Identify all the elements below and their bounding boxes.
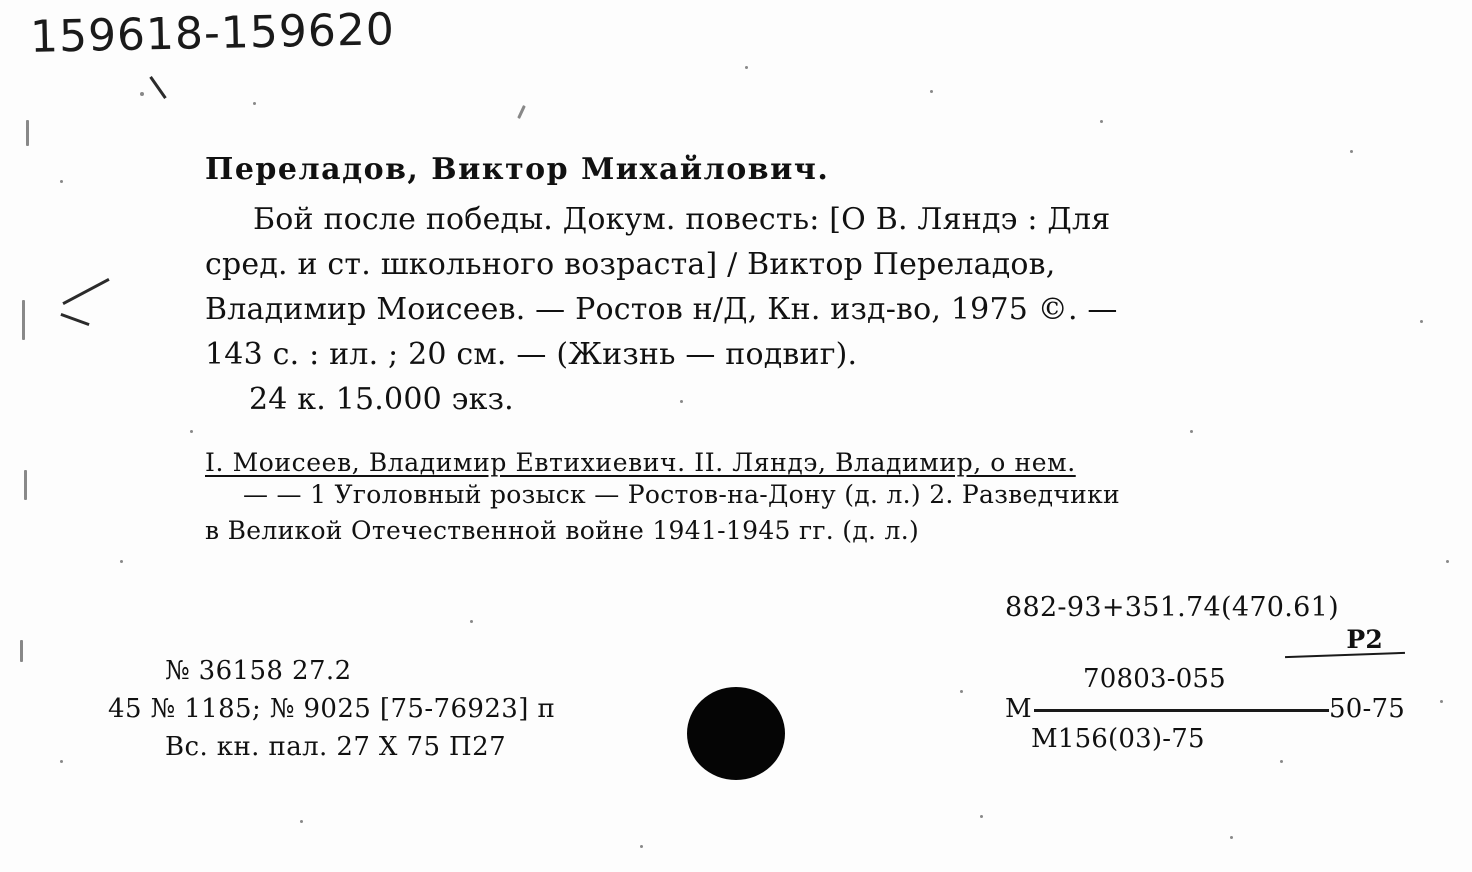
- tracing-line-2: в Великой Отечественной войне 1941-1945 гг. (д. л.): [205, 516, 919, 545]
- bibliographic-block: [205, 152, 1395, 422]
- accession-line-2: 45 № 1185; № 9025 [75-76923] п: [108, 694, 556, 724]
- fraction-numerator: 70803-055: [1083, 664, 1226, 694]
- author-heading: Переладов, Виктор Михайлович.: [205, 152, 830, 187]
- accession-block: [108, 652, 555, 766]
- fraction-bar: [1034, 709, 1329, 712]
- title-line-1: Бой после победы. Докум. повесть: [О В. Ляндэ : Для: [253, 202, 1111, 237]
- price-copies-line: 24 к. 15.000 экз.: [249, 382, 514, 417]
- title-line-3: Владимир Моисеев. — Ростов н/Д, Кн. изд-во, 1975 ©. —: [205, 292, 1118, 327]
- title-line-2: сред. и ст. школьного возраста] / Виктор Переладов,: [205, 247, 1056, 282]
- stray-mark-lower: [60, 313, 89, 326]
- title-line-4: 143 с. : ил. ; 20 см. — (Жизнь — подвиг).: [205, 337, 858, 372]
- udc-number: 882-93+351.74(470.61): [1005, 592, 1339, 623]
- print-run-fraction: [1005, 664, 1405, 754]
- accession-line-1: № 36158 27.2: [165, 656, 352, 686]
- fraction-denominator: М156(03)-75: [1031, 724, 1205, 754]
- stray-mark-top: [62, 278, 109, 305]
- stray-mark-upper: [149, 76, 166, 99]
- classification-block: [1005, 592, 1405, 754]
- accession-line-3: Вс. кн. пал. 27 X 75 П27: [165, 732, 507, 762]
- tracing-line-1: — — 1 Уголовный розыск — Ростов-на-Дону (д. л.) 2. Разведчики: [243, 480, 1121, 509]
- handwritten-call-number: 159618-159620: [29, 4, 396, 63]
- shelf-mark: Р2: [1346, 625, 1383, 654]
- fraction-left-label: М: [1005, 694, 1032, 724]
- tracing-heading: I. Моисеев, Владимир Евтихиевич. II. Ляндэ, Владимир, о нем.: [205, 448, 1076, 477]
- tracings-block: [205, 448, 1405, 549]
- fraction-middle: [1005, 694, 1405, 724]
- punch-hole: [687, 687, 785, 780]
- fraction-right-label: 50-75: [1329, 694, 1405, 724]
